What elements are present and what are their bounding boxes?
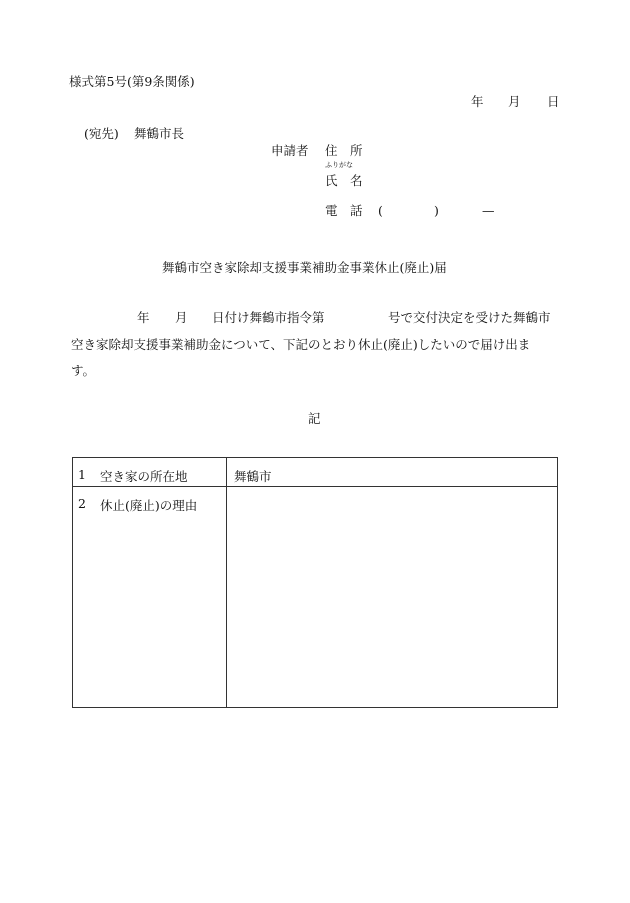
table-row [73, 487, 558, 708]
form-number: 様式第5号(第9条関係) [69, 74, 195, 89]
phone-dash: — [482, 203, 495, 218]
document-title: 舞鶴市空き家除却支援事業補助金事業休止(廃止)届 [162, 260, 447, 275]
detail-table [72, 457, 558, 708]
body-line-2: 空き家除却支援事業補助金について、下記のとおり休止(廃止)したいので届け出ま [71, 337, 531, 352]
phone-close-paren: ) [434, 203, 439, 218]
body-line-3: す。 [71, 363, 96, 378]
body-decision: 号で交付決定を受けた舞鶴市 [388, 310, 551, 325]
row-number: 1 [78, 467, 86, 482]
addressee-name: 舞鶴市長 [134, 126, 185, 141]
row-value-cell [227, 458, 558, 487]
phone-open-paren: ( [378, 203, 383, 218]
date-year-label: 年 [471, 94, 484, 109]
name-label-1: 氏 [325, 173, 338, 188]
address-label-1: 住 [325, 143, 338, 158]
address-label-2: 所 [350, 143, 363, 158]
date-day-label: 日 [547, 94, 560, 109]
row-value: 舞鶴市 [234, 469, 272, 484]
date-month-label: 月 [508, 94, 521, 109]
row-label-cell [73, 487, 227, 708]
row-label: 休止(廃止)の理由 [100, 498, 198, 513]
body-line-1 [71, 306, 561, 332]
row-label-cell [73, 458, 227, 487]
body-paragraph [71, 306, 561, 384]
phone-label-1: 電 [325, 203, 338, 218]
body-reference: 日付け舞鶴市指令第 [212, 310, 325, 325]
name-label-2: 名 [350, 173, 363, 188]
row-number: 2 [78, 496, 86, 511]
ki-heading: 記 [308, 411, 321, 426]
furigana-label: ふりがな [325, 161, 353, 169]
body-year: 年 [137, 310, 150, 325]
row-value [227, 487, 557, 496]
table-row [73, 458, 558, 487]
applicant-label: 申請者 [271, 143, 309, 158]
row-value-cell[interactable] [227, 487, 558, 708]
body-month: 月 [175, 310, 188, 325]
row-label: 空き家の所在地 [100, 469, 188, 484]
phone-label-2: 話 [350, 203, 363, 218]
addressee-prefix: (宛先) [84, 126, 119, 141]
